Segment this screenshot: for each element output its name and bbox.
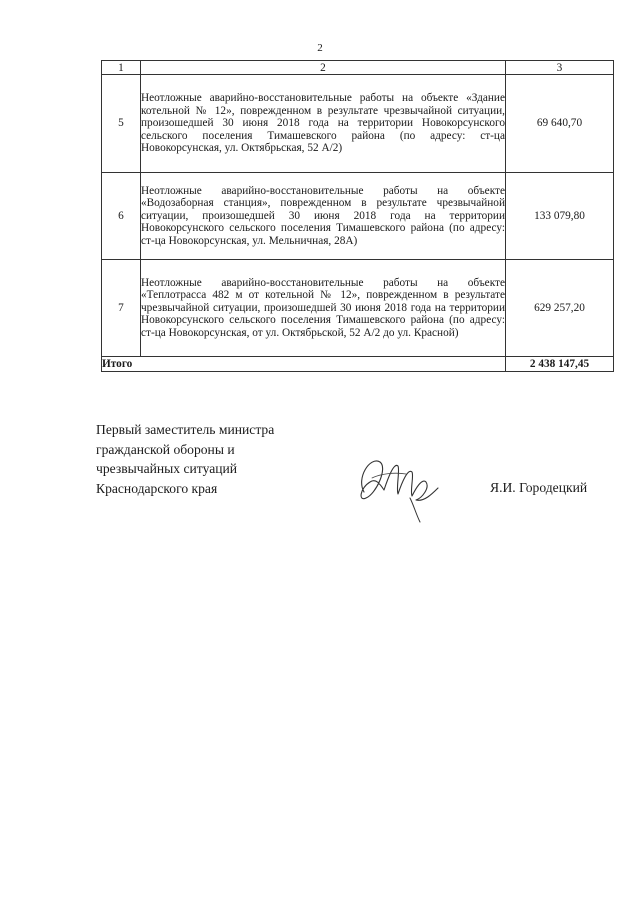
row-description: Неотложные аварийно-восстановительные работы на объекте «Теплотрасса 482 м от котельной № 12», поврежденном в результате чрезвычайной ситуации, произошедшей 30 июня 2018 года на территории Новокорсунского сельского поселения Тимашевского района (по адресу: ст-ца Новокорсунская, от ул. Октябрьской, 52 А/2 до ул. Красной) xyxy=(141,260,506,357)
row-description: Неотложные аварийно-восстановительные работы на объекте «Водозаборная станция», поврежденном в результате чрезвычайной ситуации, произошедшей 30 июня 2018 года на территории Новокорсунского сельского поселения Тимашевского района (по адресу: ст-ца Новокорсунская, ул. Мельничная, 28А) xyxy=(141,173,506,260)
table-row xyxy=(102,75,614,173)
table-row xyxy=(102,260,614,357)
header-cell: 2 xyxy=(141,61,506,75)
header-cell: 1 xyxy=(102,61,141,75)
works-table xyxy=(101,60,614,372)
signer-name: Я.И. Городецкий xyxy=(490,480,588,495)
table-header-row xyxy=(102,61,614,75)
row-sum: 629 257,20 xyxy=(506,260,614,357)
total-label: Итого xyxy=(102,357,506,372)
row-number: 5 xyxy=(102,75,141,173)
row-number: 6 xyxy=(102,173,141,260)
row-sum: 133 079,80 xyxy=(506,173,614,260)
row-sum: 69 640,70 xyxy=(506,75,614,173)
position-line: Первый заместитель министра xyxy=(96,422,275,437)
position-line: чрезвычайных ситуаций xyxy=(96,461,238,477)
header-cell: 3 xyxy=(506,61,614,75)
signatory-position xyxy=(96,420,274,498)
handwritten-signature xyxy=(350,448,450,528)
page-number: 2 xyxy=(317,42,323,54)
row-number: 7 xyxy=(102,260,141,357)
total-row xyxy=(102,357,614,372)
total-sum: 2 438 147,45 xyxy=(506,357,614,372)
position-line: гражданской обороны и xyxy=(96,441,235,457)
row-description: Неотложные аварийно-восстановительные работы на объекте «Здание котельной № 12», поврежденном в результате чрезвычайной ситуации, произошедшей 30 июня 2018 года на территории Новокорсунского сельского поселения Тимашевского района (по адресу: ст-ца Новокорсунская, ул. Октябрьская, 52 А/2) xyxy=(141,75,506,173)
position-line: Краснодарского края xyxy=(96,480,218,496)
table-row xyxy=(102,173,614,260)
